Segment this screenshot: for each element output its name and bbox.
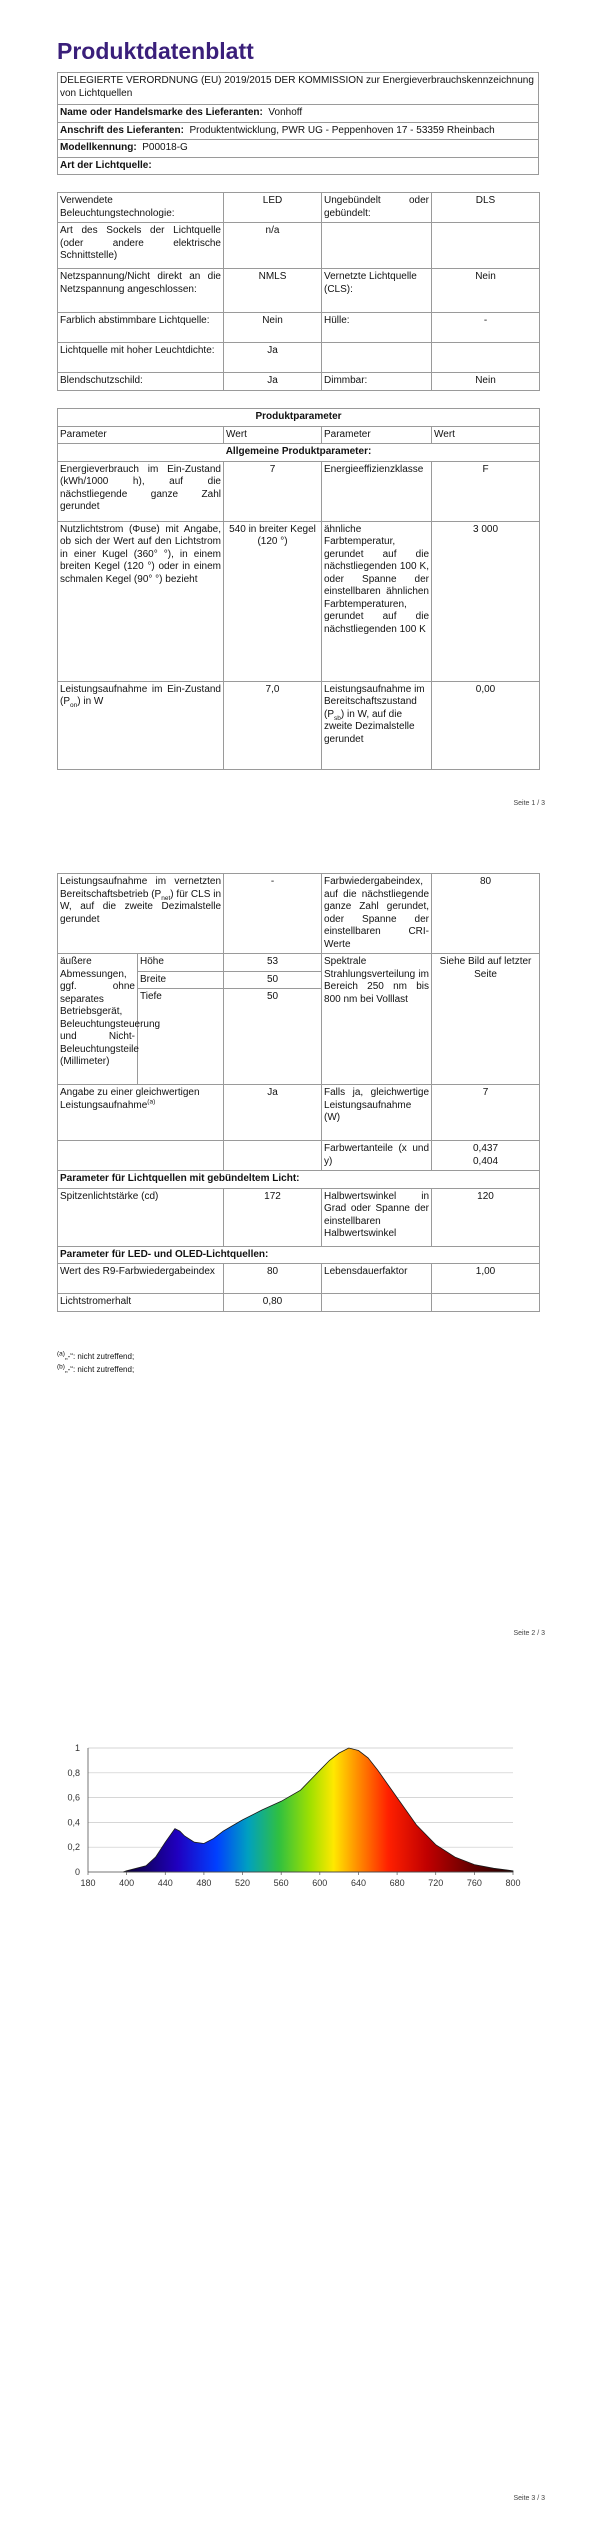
param-row (58, 681, 540, 769)
param-label: Angabe zu einer gleichwertigen Leistungsaufnahme$^{(a)}$ (58, 1085, 224, 1141)
x-tick-label: 600 (312, 1878, 328, 1888)
x-tick-label: 520 (235, 1878, 251, 1888)
param-label: Lebensdauerfaktor (322, 1264, 432, 1294)
type-value: Nein (432, 269, 540, 313)
param-value: 1,00 (432, 1264, 540, 1294)
supplier-value: Vonhoff (268, 107, 303, 118)
x-tick-label: 680 (389, 1878, 405, 1888)
page-title: Produktdatenblatt (57, 38, 254, 64)
param-row (58, 521, 540, 681)
type-value (432, 343, 540, 373)
param-value: - (224, 874, 322, 954)
page-1 (0, 0, 595, 830)
model-row (58, 140, 539, 158)
param-label: Farbwiedergabeindex, auf die nächstliegende ganze Zahl gerundet, oder Spanne der einstellbaren CRI-Werte (322, 874, 432, 954)
type-value: DLS (432, 193, 540, 223)
footnotes (57, 1350, 134, 1376)
x-tick-label: 760 (466, 1878, 482, 1888)
type-row (58, 313, 540, 343)
directional-heading: Parameter für Lichtquellen mit gebündeltem Licht: (58, 1171, 540, 1189)
regulation-text: DELEGIERTE VERORDNUNG (EU) 2019/2015 DER KOMMISSION zur Energieverbrauchskennzeichnung von Lichtquellen (58, 73, 539, 105)
type-value: Nein (432, 373, 540, 391)
type-row (58, 373, 540, 391)
param-label: Spektrale Strahlungsverteilung im Bereich 250 nm bis 800 nm bei Volllast (322, 954, 432, 1085)
footnote: $^{(b)}$„-“: nicht zutreffend; (57, 1363, 135, 1374)
param-label: Energieverbrauch im Ein-Zustand (kWh/1000 h), auf die nächstliegende ganze Zahl gerundet (58, 461, 224, 521)
col-value: Wert (432, 426, 540, 444)
param-label: Leistungsaufnahme im Ein-Zustand $(P_{on})$ in W (58, 681, 224, 769)
y-tick-label: 0,4 (67, 1817, 80, 1828)
dims-label: äußere Abmessungen, ggf. ohne separates Betriebsgerät, Beleuchtungsteuerung und Nicht-Beleuchtungsteile (Millimeter) (58, 954, 138, 1085)
col-parameter: Parameter (58, 426, 224, 444)
col-value: Wert (224, 426, 322, 444)
params-table (57, 408, 540, 770)
param-value: 7,0 (224, 681, 322, 769)
param-value: 120 (432, 1188, 540, 1246)
x-tick-label: 440 (157, 1878, 173, 1888)
param-label: Farbwertanteile (x und y) (322, 1141, 432, 1171)
param-label: Leistungsaufnahme im Bereitschaftszustand $(P_{sb})$ in W, auf die zweite Dezimalstelle gerundet (322, 681, 432, 769)
model-value: P00018-G (142, 142, 188, 153)
param-value: 172 (224, 1188, 322, 1246)
param-row (58, 1188, 540, 1246)
supplier-row (58, 105, 539, 123)
header-table (57, 72, 539, 175)
type-label: Hülle: (322, 313, 432, 343)
param-label: Nutzlichtstrom (Φuse) mit Angabe, ob sich der Wert auf den Lichtstrom in einer Kugel (360° °), in einem breiten Kegel (120 °) oder in einem schmalen Kegel (90° °) bezieht (58, 521, 224, 681)
param-label: Wert des R9-Farbwiedergabeindex (58, 1264, 224, 1294)
dim-name: Höhe (138, 954, 224, 972)
type-label: Netzspannung/Nicht direkt an die Netzspannung angeschlossen: (58, 269, 224, 313)
x-tick-label: 720 (428, 1878, 444, 1888)
type-value (432, 223, 540, 269)
type-value: Nein (224, 313, 322, 343)
chart-area (123, 1748, 513, 1872)
y-tick-label: 0,2 (67, 1842, 80, 1853)
type-label: Vernetzte Lichtquelle (CLS): (322, 269, 432, 313)
y-tick-label: 0,8 (67, 1767, 80, 1778)
dim-name: Tiefe (138, 989, 224, 1085)
param-label: Lichtstromerhalt (58, 1294, 224, 1312)
param-row (58, 954, 540, 972)
dim-value: 50 (224, 971, 322, 989)
param-row (58, 1141, 540, 1171)
type-label: Art des Sockels der Lichtquelle (oder andere elektrische Schnittstelle) (58, 223, 224, 269)
param-label: ähnliche Farbtemperatur, gerundet auf die nächstliegenden 100 K, oder Spanne der einstellbaren ähnlichen Farbtemperaturen, gerundet auf die nächstliegenden 100 K (322, 521, 432, 681)
page-number: Seite 1 / 3 (513, 800, 545, 807)
type-label: Dimmbar: (322, 373, 432, 391)
type-label: Lichtquelle mit hoher Leuchtdichte: (58, 343, 224, 373)
type-value: - (432, 313, 540, 343)
param-row (58, 874, 540, 954)
type-value: n/a (224, 223, 322, 269)
page-number: Seite 3 / 3 (513, 2495, 545, 2502)
param-value: 0,00 (432, 681, 540, 769)
type-value: LED (224, 193, 322, 223)
type-value: Ja (224, 343, 322, 373)
footnote: $^{(a)}$„-“: nicht zutreffend; (57, 1350, 135, 1361)
param-value: 0,80 (224, 1294, 322, 1312)
param-row (58, 1264, 540, 1294)
type-label: Farblich abstimmbare Lichtquelle: (58, 313, 224, 343)
type-label (322, 223, 432, 269)
param-row (58, 461, 540, 521)
x-tick-label: 640 (350, 1878, 366, 1888)
param-value: 540 in breiter Kegel (120 °) (224, 521, 322, 681)
spectral-chart (58, 1740, 528, 1900)
param-value: 3 000 (432, 521, 540, 681)
type-label (322, 343, 432, 373)
x-tick-label: 560 (273, 1878, 289, 1888)
general-heading: Allgemeine Produktparameter: (58, 444, 540, 462)
param-label: Spitzenlichtstärke (cd) (58, 1188, 224, 1246)
y-tick-label: 0,6 (67, 1792, 80, 1803)
type-row (58, 193, 540, 223)
param-label: Halbwertswinkel in Grad oder Spanne der einstellbaren Halbwertswinkel (322, 1188, 432, 1246)
type-value: Ja (224, 373, 322, 391)
page-number: Seite 2 / 3 (513, 1630, 545, 1637)
param-label: Leistungsaufnahme im vernetzten Bereitschaftsbetrieb $(P_{net})$ für CLS in W, auf die zweite Dezimalstelle gerundet (58, 874, 224, 954)
type-value: NMLS (224, 269, 322, 313)
type-label: Blendschutzschild: (58, 373, 224, 391)
type-row (58, 343, 540, 373)
x-tick-label: 400 (119, 1878, 135, 1888)
x-tick-label: 480 (196, 1878, 212, 1888)
dim-value: 53 (224, 954, 322, 972)
param-value: 0,437 0,404 (432, 1141, 540, 1171)
spectrum-series (123, 1748, 513, 1872)
params-table-continued (57, 873, 540, 1312)
param-value: 80 (224, 1264, 322, 1294)
address-value: Produktentwicklung, PWR UG - Peppenhoven 17 - 53359 Rheinbach (189, 124, 495, 136)
col-parameter: Parameter (322, 426, 432, 444)
type-row (58, 223, 540, 269)
param-row (58, 1085, 540, 1141)
type-heading: Art der Lichtquelle: (58, 157, 539, 175)
model-label: Modellkennung: (60, 142, 137, 153)
type-table (57, 192, 540, 391)
x-tick-label: 800 (505, 1878, 521, 1888)
param-value: Siehe Bild auf letzter Seite (432, 954, 540, 1085)
params-header-row (58, 426, 540, 444)
dim-value: 50 (224, 989, 322, 1085)
page-3 (0, 1700, 595, 2523)
param-value: 7 (432, 1085, 540, 1141)
x-tick-label: 180 (80, 1878, 96, 1888)
params-heading: Produktparameter (58, 409, 540, 427)
param-value: F (432, 461, 540, 521)
type-label: Ungebündelt oder gebündelt: (322, 193, 432, 223)
param-label: Energieeffizienzklasse (322, 461, 432, 521)
type-label: Verwendete Beleuchtungstechnologie: (58, 193, 224, 223)
param-value: 7 (224, 461, 322, 521)
param-value: 80 (432, 874, 540, 954)
address-label: Anschrift des Lieferanten: (60, 124, 184, 136)
param-label: Falls ja, gleichwertige Leistungsaufnahme (W) (322, 1085, 432, 1141)
page-2 (0, 860, 595, 1660)
param-row (58, 1294, 540, 1312)
type-row (58, 269, 540, 313)
param-value: Ja (224, 1085, 322, 1141)
address-row (58, 122, 539, 140)
dim-name: Breite (138, 971, 224, 989)
y-tick-label: 1 (74, 1743, 80, 1753)
y-tick-label: 0 (74, 1867, 80, 1877)
led-heading: Parameter für LED- und OLED-Lichtquellen: (58, 1246, 540, 1264)
supplier-label: Name oder Handelsmarke des Lieferanten: (60, 107, 263, 118)
